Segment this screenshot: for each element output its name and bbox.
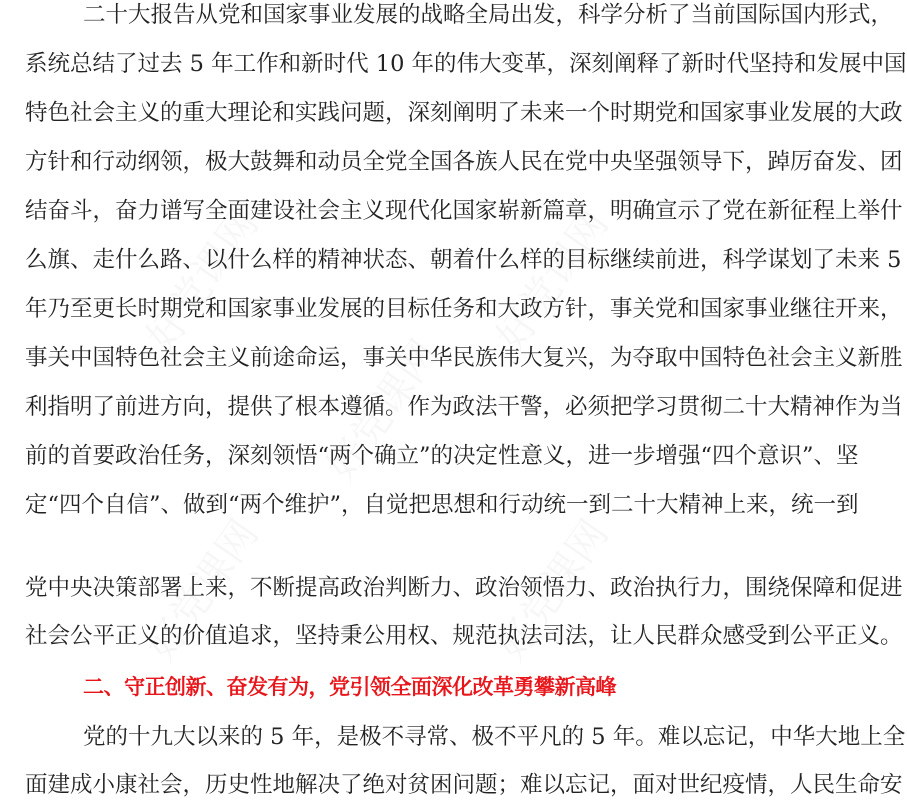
text-line: 党中央决策部署上来，不断提高政治判断力、政治领悟力、政治执行力，围绕保障和促进 [25, 575, 903, 601]
text-line: 利指明了前进方向，提供了根本遵循。作为政法干警，必须把学习贯彻二十大精神作为当 [25, 394, 903, 420]
text-line: 定“四个自信”、做到“两个维护”，自觉把思想和行动统一到二十大精神上来，统一到 [25, 492, 859, 518]
text-line: 党的十九大以来的 5 年，是极不寻常、极不平凡的 5 年。难以忘记，中华大地上全 [83, 724, 906, 750]
text-line: 方针和行动纲领，极大鼓舞和动员全党全国各族人民在党中央坚强领导下，踔厉奋发、团 [25, 149, 903, 175]
text-line: 二十大报告从党和国家事业发展的战略全局出发，科学分析了当前国际国内形式， [83, 2, 894, 28]
text-line: 年乃至更长时期党和国家事业发展的目标任务和大政方针，事关党和国家事业继往开来， [25, 296, 903, 322]
section-heading: 二、守正创新、奋发有为，党引领全面深化改革勇攀新高峰 [83, 675, 616, 699]
text-line: 前的首要政治任务，深刻领悟“两个确立”的决定性意义，进一步增强“四个意识”、坚 [25, 443, 859, 469]
text-line: 么旗、走什么路、以什么样的精神状态、朝着什么样的目标继续前进，科学谋划了未来 5 [25, 247, 902, 273]
text-line: 面建成小康社会，历史性地解决了绝对贫困问题；难以忘记，面对世纪疫情，人民生命安 [25, 772, 903, 798]
text-line: 系统总结了过去 5 年工作和新时代 10 年的伟大变革，深刻阐释了新时代坚持和发展中国 [25, 51, 907, 77]
text-line: 特色社会主义的重大理论和实践问题，深刻阐明了未来一个时期党和国家事业发展的大政 [25, 100, 903, 126]
text-line: 结奋斗，奋力谱写全面建设社会主义现代化国家崭新篇章，明确宣示了党在新征程上举什 [25, 198, 903, 224]
text-line: 事关中国特色社会主义前途命运，事关中华民族伟大复兴，为夺取中国特色社会主义新胜 [25, 345, 903, 371]
text-line: 社会公平正义的价值追求，坚持秉公用权、规范执法司法，让人民群众感受到公平正义。 [25, 623, 903, 649]
